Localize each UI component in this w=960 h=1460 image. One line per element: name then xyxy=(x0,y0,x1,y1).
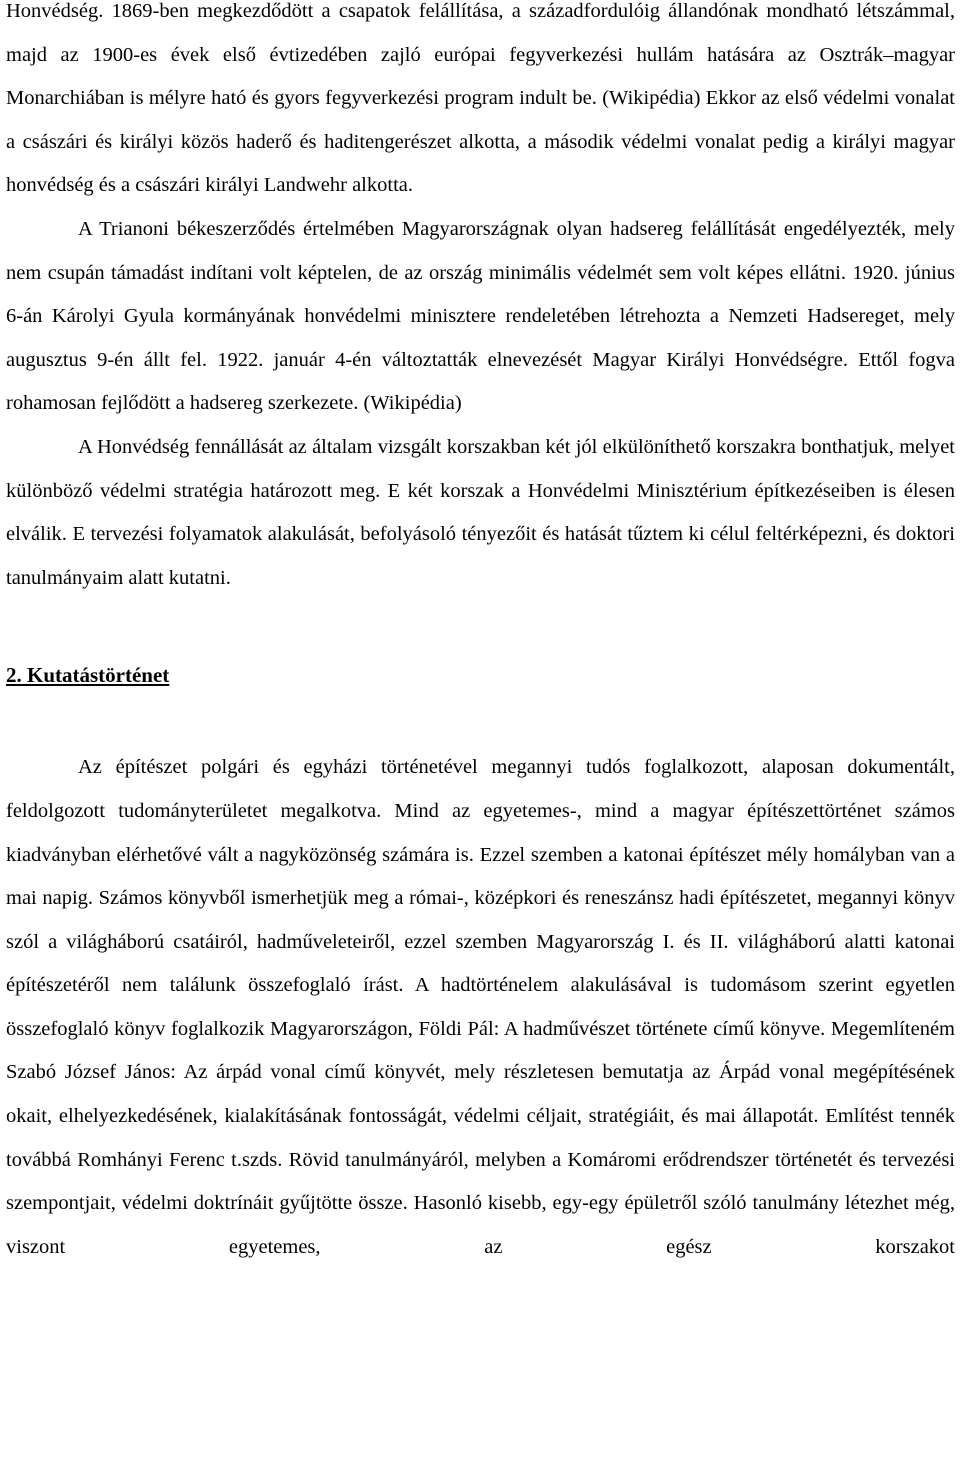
paragraph-korszakok: A Honvédség fennállását az általam vizsgált korszakban két jól elkülöníthető korszakra bonthatjuk, melyet különböző védelmi stratégia határozott meg. E két korszak a Honvédelmi Minisztérium építkezéseiben is élesen elválik. E tervezési folyamatok alakulását, befolyásoló tényezőit és hatását tűztem ki célul feltérképezni, és doktori tanulmányaim alatt kutatni. xyxy=(6,435,955,589)
document-body xyxy=(6,0,955,1269)
paragraph-trianon: A Trianoni békeszerződés értelmében Magyarországnak olyan hadsereg felállítását engedélyezték, mely nem csupán támadást indítani volt képtelen, de az ország minimális védelmét sem volt képes ellátni. 1920. június 6-án Károlyi Gyula kormányának honvédelmi minisztere rendeletében létrehozta a Nemzeti Hadsereget, mely augusztus 9-én állt fel. 1922. január 4-én változtatták elnevezését Magyar Királyi Honvédségre. Ettől fogva rohamosan fejlődött a hadsereg szerkezete. (Wikipédia) xyxy=(6,217,955,415)
paragraph-kutatastortenet: Az építészet polgári és egyházi történetével megannyi tudós foglalkozott, alaposan dokumentált, feldolgozott tudományterületet megalkotva. Mind az egyetemes-, mind a magyar építészettörténet számos kiadványban elérhetővé vált a nagyközönség számára is. Ezzel szemben a katonai építészet mély homályban van a mai napig. Számos könyvből ismerhetjük meg a római-, középkori és reneszánsz hadi építészetet, megannyi könyv szól a világháború csatáiról, hadműveleteiről, ezzel szemben Magyarország I. és II. világháború alatti katonai építészetéről nem találunk összefoglaló írást. A hadtörténelem alakulásával is tudomásom szerint egyetlen összefoglaló könyv foglalkozik Magyarországon, Földi Pál: A hadművészet története című könyve. Megemlíteném Szabó József János: Az árpád vonal című könyvét, mely részletesen bemutatja az Árpád vonal megépítésének okait, elhelyezkedésének, kialakításának fontosságát, védelmi céljait, stratégiáit, és mai állapotát. Említést tennék továbbá Romhányi Ferenc t.szds. Rövid tanulmányáról, melyben a Komáromi erődrendszer történetét és tervezési szempontjait, védelmi doktrínáit gyűjtötte össze. Hasonló kisebb, egy-egy épületről szóló tanulmány létezhet még, viszont egyetemes, az egész korszakot xyxy=(6,756,955,1258)
paragraph-honvedseg: Honvédség. 1869-ben megkezdődött a csapatok felállítása, a századfordulóig állandónak mondható létszámmal, majd az 1900-es évek első évtizedében zajló európai fegyverkezési hullám hatására az Osztrák–magyar Monarchiában is mélyre ható és gyors fegyverkezési program indult be. (Wikipédia) Ekkor az első védelmi vonalat a császári és királyi közös haderő és haditengerészet alkotta, a második védelmi vonalat pedig a királyi magyar honvédség és a császári királyi Landwehr alkotta. xyxy=(6,0,955,197)
section-heading-kutatastortenet: 2. Kutatástörténet xyxy=(6,663,170,688)
